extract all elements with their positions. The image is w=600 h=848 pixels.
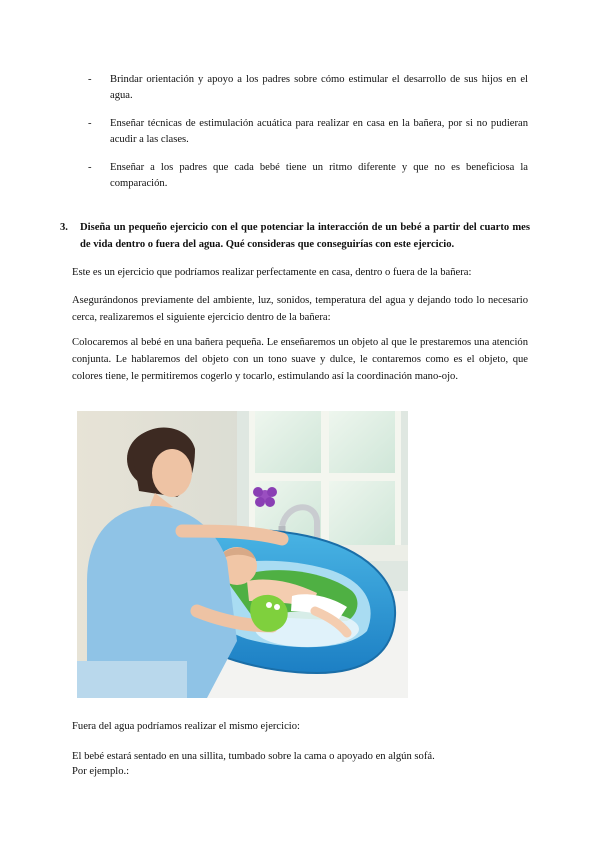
paragraph: El bebé estará sentado en una sillita, tumbado sobre la cama o apoyado en algún sofá. <box>72 751 435 762</box>
question-text: Diseña un pequeño ejercicio con el que potenciar la interacción de un bebé a partir del cuarto mes de vida dentro o fuera del agua. Qué consideras que conseguirías con este ejercicio. <box>80 222 530 250</box>
question-number: 3. <box>60 222 68 233</box>
paragraph: Asegurándonos previamente del ambiente, luz, sonidos, temperatura del agua y dejando todo lo necesario cerca, realizaremos el siguiente ejercicio dentro de la bañera: <box>72 295 528 323</box>
paragraph: Fuera del agua podríamos realizar el mismo ejercicio: <box>72 721 300 732</box>
paragraph: Colocaremos al bebé en una bañera pequeña. Le enseñaremos un objeto al que le prestaremos una atención conjunta. Le hablaremos del objeto con un tono suave y dulce, le contaremos como es el objeto, que colores tiene, le permitiremos cogerlo y tocarlo, estimulando así la coordinación mano-ojo. <box>72 337 528 382</box>
bullet-dash: - <box>88 118 92 129</box>
paragraph: Por ejemplo.: <box>72 766 130 777</box>
bullet-text: Enseñar técnicas de estimulación acuática para realizar en casa en la bañera, por si no pudieran acudir a las clases. <box>110 118 528 145</box>
bullet-dash: - <box>88 74 92 85</box>
paragraph: Este es un ejercicio que podríamos realizar perfectamente en casa, dentro o fuera de la bañera: <box>72 267 472 278</box>
photo-mother-bathing-baby <box>77 411 408 698</box>
bullet-text: Enseñar a los padres que cada bebé tiene un ritmo diferente y que no es beneficiosa la comparación. <box>110 162 528 189</box>
bullet-text: Brindar orientación y apoyo a los padres sobre cómo estimular el desarrollo de sus hijos en el agua. <box>110 74 528 101</box>
bullet-dash: - <box>88 162 92 173</box>
